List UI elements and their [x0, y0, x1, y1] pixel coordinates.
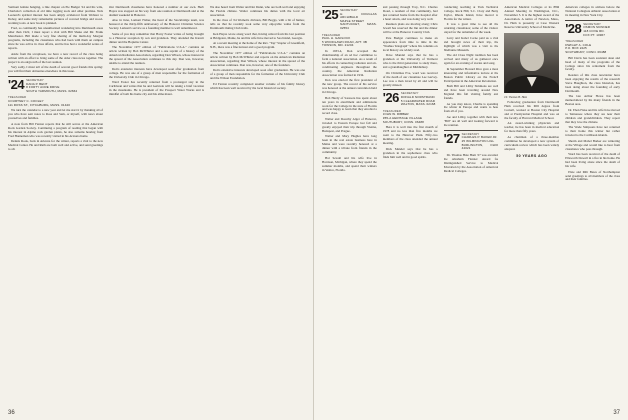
- class-year: '28: [565, 20, 582, 36]
- right-column-5: [565, 6, 620, 406]
- paragraph: Dick Mandel says that he has a grandson in the sophomore class who finds him well and in good spirits.: [382, 146, 438, 159]
- right-column-2: [383, 6, 438, 406]
- secretary-block: SECRETARY OSMON SKINNER 118 COVE RD. FOX PT. 10967: [583, 21, 611, 37]
- paragraph: In 1933-4, Don accepted the chairmanship of an ad hoc committee to form a national association. As a result of his efforts in connecting radiation and air-conditioning engineers throughout the country, the American Radiation Association was formed in 1934.: [322, 48, 377, 77]
- secretary-block: SECRETARY H. DOUGLAS ARCHIBALD MAPLE STREET NANTUCKET, MASS. 02554: [340, 8, 377, 30]
- paragraph: Very sadly, I must tell of the death of several good friends this spring: you will find their obituaries elsewhere in this issue.: [8, 65, 103, 74]
- left-column-1: [8, 6, 103, 406]
- right-column-1: [322, 6, 377, 406]
- paragraph: In September Howard Rice gave a most interesting and informative lecture at the Boston Public Library on the French Participation in the American Revolution.: [443, 66, 499, 83]
- page-number: 36: [8, 410, 15, 416]
- treasurer-block: TREASURER COURTNEY C. COOLEY 111 ROSS ST., FITCHBURG, MASS. 01420: [8, 95, 71, 107]
- page-number: 37: [613, 410, 620, 416]
- paragraph: The November 1977 edition of "Publications U.S.A." contains an article written by Bob McWhirter and reports on the American Radiation Association, regarding Don Wilson, whose interest in the spread of the Association continues. Don was, however, one of the founders.: [210, 50, 305, 67]
- paragraph: Vermont female hanging, a fine chapter on Pie Budget '24 and his wife, Charlotte's collection of old time logging tools and other promise. Nels Leonard's spirited interest has been amply evidenced from Webster to Dobey, and some truly remarkable pictures of covered bridge and wood-working tools. A new book is planned.: [8, 6, 103, 25]
- paragraph: Sherm and Mabel Barker are wintering at the Village and would like to hear from classmates who pass through.: [565, 138, 620, 151]
- paragraph: Dennis Rook, back in Arizona for the winter, reports a visit to the new Medical Center. He and Ruth are both well and active, and send greetings to all.: [8, 139, 103, 151]
- paragraph: The old Class Night tradition has been revived and many of us gathered once again for an evening of stories and song.: [443, 53, 499, 66]
- paragraph: At a recent meeting at the home of the Rev. "Tap" Stapler of Greenfield, N.H., there was a fine turnout and a good program.: [210, 41, 305, 50]
- paragraph: As chairman of a three-member committee he developed a new system of curriculum review which has been widely adopted.: [504, 134, 560, 151]
- paragraph: It was a great time to see all the returning classmates; some of the visitors stayed for the remainder of the week.: [443, 22, 499, 35]
- paragraph: Don was elected the first president of the new group. The record of his service was honored at the annual convention held in Chicago.: [322, 78, 377, 95]
- paragraph: We turn the calendar to a new year and let me start it by thanking all of you who have sent notes to Ross and Sam, or myself, with news about yourselves and families.: [8, 108, 103, 121]
- paragraph: Ward Foster has recently returned from a prolonged stay in the Caribbean and writes that he and Gertrude will be taking a brief vacation in the mountains. He is president of the Prospect Water Works and is mindful of both his home city and his alma mater.: [109, 80, 204, 97]
- paragraph: Walter and Mary Hughes have long been in the real estate business here in Maine and were recently honored at a dinner with a tribute from friends in the community.: [322, 134, 377, 155]
- class-year: '26: [382, 90, 399, 106]
- secretary-block: SECRETARY DONALD NORSTRAND 5 CLEARWATER ROAD WALTON, MASS. 02168: [400, 91, 436, 107]
- paragraph: American colleges in address before the National Collegiate Athletic Association at its meeting in New York City.: [565, 6, 620, 17]
- portrait-head: [520, 43, 544, 71]
- paragraph: Fred, so continually has unauthorized wandering into Dartmouth areas other than 1922, I must report a visit with Bill Shake and Mr. Frank Manchester. Bill made a very fine sharing of the multi-day Morgan programs, including the classmates who had been with them on campus since he was active in class affairs, and he has had a wonderful series of reports.: [8, 26, 103, 51]
- paragraph: Ken Hayes wrote along word that, having retired from his last position at Bridgeton, Maine, he and his wife have moved to Sea Island, Georgia.: [210, 31, 305, 40]
- treasurer-block: TREASURER JOHN W. RIBBER 955-A HERITAGE VILLAGE SOUTHBURY, CONN. 06488: [382, 108, 424, 124]
- right-page: [314, 0, 628, 420]
- paragraph: Don's extensive interests developed soon after graduation. He was one of a group of men responsible for the formation of the University Club and the Wilson Foundation.: [210, 68, 305, 81]
- paragraph: Dr. Thomas Hale Ham '27 was awarded the Abraham Flexner Award for Distinguished Service to Medical Education by the Association of American Medical Colleges.: [443, 152, 499, 173]
- paragraph: Elsie and Milt Bates of Northampton send greetings to all members of the class and their families.: [565, 169, 620, 182]
- class-heading-24: [8, 76, 103, 93]
- paragraph: Dave Mandel says that he has a grandson at the University of Vermont who is the third generation to study there, and a granddaughter at Middlebury.: [382, 53, 438, 70]
- paragraph: Reunion plans are moving along; Chris Jewell has reserved the Inn and the dinner will be at the Hanover Country Club.: [382, 22, 438, 35]
- paragraph: In the class of '24 Women's division, Bill Boggs, with a bit of humor, tells us that he recently took some very enjoyable walks from the Dartmouth Outing Club trails.: [210, 18, 305, 31]
- portrait-photo: [504, 33, 559, 93]
- right-column-4: [504, 6, 559, 406]
- paragraph: Also in June, Lamont Fisher, the head of the Stockbridge team, was honored at the thirty-fifth anniversary of the Hanover Christian Science Society. Lamont's service as a founding member is well remembered.: [109, 18, 204, 31]
- paragraph: Readers of this class newsletter have been enjoying the results of the research Steve Haughton, the class historian, has been doing about the founding of early Dartmouth.: [565, 73, 620, 93]
- paragraph: and passing through Troy, N.C. Charles Doud, a resident of that community, had just returned home from the hospital after a heart attack, and was doing very well.: [382, 6, 438, 21]
- paragraph: Larry and Isabel Corne paid us a visit and brought news of their trip, the highlight of which was a visit to the Shelburne Museum.: [443, 35, 499, 52]
- photo-caption: Dr. Thomas H. Ham: [504, 95, 528, 99]
- class-year: '27: [443, 130, 460, 146]
- paragraph: We also heard from Walter and Dot Dunn, who are both well and enjoying the Florida climate. Walter continues his duties with the local art association.: [210, 6, 305, 17]
- paragraph: Ed Fanton recently completed another volume of his family history which has been well received by the local historical society.: [210, 81, 305, 90]
- paragraph: Walter and Dorothy Alger of Hanover, traveled to Eastern Europe last fall and greatly enjoyed their trip through Vienna, Budapest, and Prague.: [322, 116, 377, 133]
- class-year: '24: [8, 77, 25, 93]
- class-heading-26: [383, 89, 438, 106]
- paragraph: American Medical Colleges at its 88th Annual Meeting in Washington, D.C., November 5. It is the highest award of the Association. A native of Newton, Mass., Dr. Ham is presently at Case Western Reserve University School of Medicine.: [504, 6, 560, 29]
- paragraph: The November 1977 edition of "Publications U.S.A." contains an article written by Bob McWhirter and a one reprint of a history of the American Radiation Association, regarding Don Wilson, whose interest in the spread of the Association continues to this day. Don was, however, unable to attend the reunion.: [109, 45, 204, 66]
- paragraph: Don's extensive interests have developed soon after graduation from college. He was one of a group of men responsible for the formation of the University Club in Chicago.: [109, 66, 204, 79]
- paragraph: Pete Budget continues to make an appearance from time to time in the "Nashua Telegraph" where his columns on local history are widely read.: [382, 35, 438, 52]
- paragraph: Dr. Eben Fiske and his wife have moved to Tennessee where they are near their children and grandchildren. They report that they love the climate.: [565, 107, 620, 124]
- paragraph: Word has been received of the death of Ellsworth Dowell in a fire in his home. He had been living alone since the death of his wife.: [565, 152, 620, 168]
- paragraph: Both Bill and Libby Simmons are well and have been traveling around New England this fall visiting family and friends.: [443, 84, 499, 100]
- paragraph: Joe and Libby, together with their new "Bill" are all well and looking forward to the reunion.: [443, 114, 499, 127]
- paragraph: Following graduation from Dartmouth Ham received his MD degree from Cornell, worked at Boston City Hospital and at Presbyterian Hospital and was on the faculty of Harvard Medical School.: [504, 100, 560, 120]
- class-heading-27: [444, 130, 499, 151]
- right-column-3: [444, 6, 499, 406]
- secretary-block: SECRETARY DANA P. BENT 8 FORTY ACRE DRIVE SOUTH YARMOUTH, MASS. 02664: [26, 78, 78, 93]
- paragraph: A note from Bill Fanton reports that he still serves at the American Rock Garden Society. Continuing a program of reading that began with his interest in Alpine rock garden plants, he also remains hearing from Fred Hanneman who was recently visited in his Arizona home.: [8, 121, 103, 138]
- paragraph: On Christmas Eve, word was received of the death of our classmate Lee Garvey. Lee was a man loved by all and will be greatly missed.: [382, 70, 438, 87]
- left-column-3: [210, 6, 305, 406]
- secretary-block: SECRETARY CHARLES P. BAKER JR. 25 WILMINGTON HILL BURLINGTON, OHIO 44021: [461, 131, 499, 151]
- paragraph: Aside from the scrapbook, we have a new record of the class being written with an effort to bring some of the older class news together. The project is an outgrowth of the last reunion.: [8, 51, 103, 64]
- class-heading-28: [565, 20, 620, 37]
- left-column-2: [109, 6, 204, 406]
- section-label: 50 YEARS AGO: [516, 153, 548, 158]
- paragraph: Bob Hardy of Sarasota has spent about ten years in enrollment and admissions work for the College in the state of Florida and was happy to learn that they enrolled a record class.: [322, 95, 377, 116]
- paragraph: Hal Sewall and his wife live in Harrison, Michigan, where they spend the summer months, and spend their winters in Venice, Florida.: [322, 155, 377, 172]
- paragraph: Here it is well into the first month of 1978 and no less than five months we went to the Hanover Plain. Fifty-two members of the class attended the annual meeting.: [382, 125, 438, 146]
- paragraph: Our Dartmouth classmates have honored a number of our own. Herb Hayes was stopped on his way from one reunion at Dartmouth and at the alumni weekend in Hanover.: [109, 6, 204, 17]
- paragraph: As you may know, Charlie is spending the winter in Europe and wants to hear from all of you.: [443, 101, 499, 114]
- paragraph: An award-winning physician and teacher, he has been in medical education for more than fifty years.: [504, 121, 560, 134]
- paragraph: conducting teaching at York Technical College, Rock Hill, S.C. Clary and Betty Taylor, Rhode Island, have moved to Florida for the winter.: [443, 6, 499, 21]
- paragraph: Bill Davis has been assistant dean and head of many of the programs of the College since his retirement from the faculty.: [565, 55, 620, 72]
- class-heading-25: [322, 6, 377, 31]
- class-year: '25: [322, 7, 339, 22]
- paragraph: The Wade Simpsons have not returned to their home this winter but rather traveled to the Caribbean islands.: [565, 125, 620, 138]
- paragraph: The late Arthur Howe has been memorialized by his many friends in the Boston area.: [565, 94, 620, 107]
- treasurer-block: TREASURER PAUL H. GARLOCK 5 WOODLAWN ROAD, APT. 3B TOWSON, MD. 21204: [322, 32, 367, 48]
- paragraph: Some of you may remember that Harry Foster writes of being brought to a Hanover reception by son and grandson. They attended the Kiewit dinner and the Hopkins Center.: [109, 31, 204, 44]
- treasurer-block: TREASURER DWIGHT A. COLE P.O. BOX 2225 SOUTHBURY, CONN. 06488: [565, 39, 607, 55]
